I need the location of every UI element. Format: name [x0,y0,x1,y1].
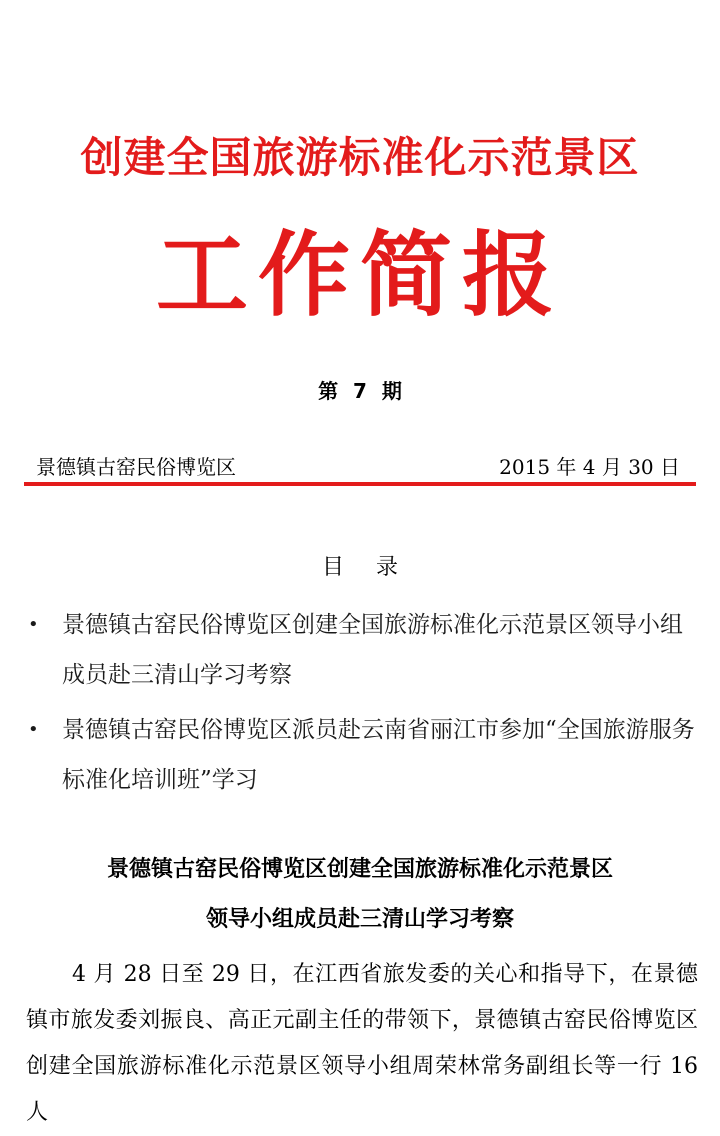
toc-heading-char: 目 [321,555,344,580]
issue-suffix: 期 [381,379,402,403]
toc-item[interactable] [28,600,700,700]
red-divider [24,482,696,486]
issue-number [0,376,720,406]
toc-heading [0,552,720,584]
bullet-icon: • [28,614,39,635]
toc-item[interactable] [28,705,700,805]
toc-item-text: 景德镇古窑民俗博览区创建全国旅游标准化示范景区领导小组成员赴三清山学习考察 [62,612,683,688]
bullet-icon: • [28,719,39,740]
issue-prefix: 第 [318,379,339,403]
masthead-row [36,452,680,482]
toc-item-text: 景德镇古窑民俗博览区派员赴云南省丽江市参加“全国旅游服务标准化培训班”学习 [62,717,695,793]
header-subtitle: 创建全国旅游标准化示范景区 [80,133,640,182]
issue-date: 2015 年 4 月 30 日 [499,455,680,479]
organization-name: 景德镇古窑民俗博览区 [36,455,236,479]
header-title: 工作简报 [155,222,564,329]
article-body: 4 月 28 日至 29 日，在江西省旅发委的关心和指导下，在景德镇市旅发委刘振良、高正元副主任的带领下，景德镇古窑民俗博览区创建全国旅游标准化示范景区领导小组周荣林常务副组长等一行 16 人 [26,962,698,1125]
toc-heading-char: 录 [376,555,399,580]
article-title-line2: 领导小组成员赴三清山学习考察 [205,906,514,932]
article-title-line1: 景德镇古窑民俗博览区创建全国旅游标准化示范景区 [106,856,613,882]
issue-value: 7 [353,379,367,403]
toc-list [28,600,700,810]
